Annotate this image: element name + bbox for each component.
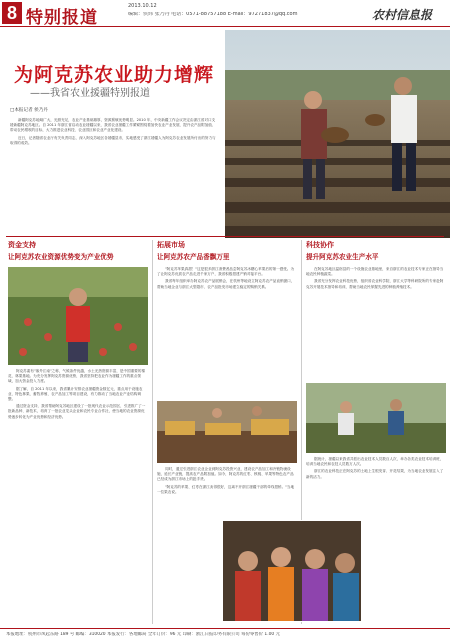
section-body-technology-continued [306, 457, 446, 480]
photo-technicians-greenhouse-illustration [306, 383, 446, 453]
paragraph: 在阿克苏地区温宿县的一个设施农业基地里，来自浙江的农业技术专家正在指导当地农民种植蔬菜。 [306, 267, 444, 277]
hero-photo-farmers-drying-field [225, 30, 450, 238]
section-body-market [157, 267, 297, 399]
section-subtitle-technology: 提升阿克苏农业生产水平 [306, 253, 379, 261]
photo-group-women [222, 520, 362, 622]
section-title-funding: 资金支持 [8, 241, 36, 249]
hero-photo-illustration [225, 30, 450, 238]
issue-date: 2013.10.12 [128, 3, 157, 9]
paragraph: 我省充分发挥农业科技优势，组织省农业科学院、浙江大学等科研院所的专家赴阿克苏开展技术指导和培训，帮助当地农民掌握先进的种植养殖技术。 [306, 279, 444, 289]
footer-info: 本报地址：杭州市凤起东路 189 号 邮编：310020 本报发行：各地邮局 全年订价：96 元 印刷：浙江日报印务有限公司 每份零售价 1.00 元 [6, 632, 280, 637]
photo-woman-in-field-illustration [8, 267, 148, 365]
intro-paragraph: 新疆阿克苏地域广大，光照充足，农业产业基础雄厚，资源禀赋优势明显。2010 年，中央新疆工作会议决定由浙江省对口支援新疆阿克苏地区。自 2011 年浙江省启动农业援疆以来，我省农业援疆工作紧紧围绕着加快农业产业发展、提升农产品附加值、带动农民增收的目标，大力推进农业科技、农业园区和农业产业化建设。 [10, 118, 216, 133]
photo-technicians-greenhouse [306, 383, 446, 453]
intro-paragraph: 近日，记者随省农业厅有关负责同志，深入阿克苏地区各援疆县市，实地感受了浙江援疆人为阿克苏农业发展所付出的努力与取得的成效。 [10, 135, 216, 145]
page-number: 8 [6, 3, 17, 23]
section-title: 特别报道 [26, 8, 98, 28]
editor-contact-line: 编辑：侯炜 张乃丹 电话：0571-88757188 E-mail：97271837@qq.com [128, 12, 298, 17]
photo-market-display-illustration [157, 401, 297, 463]
column-rule [152, 240, 153, 624]
paragraph: 据了解，自 2011 年以来，我省累计安排农业援疆资金数亿元，重点用于设施农业、特色林果、畜牧养殖、农产品加工等项目建设，有力推动了当地农业产业结构调整。 [8, 386, 143, 402]
main-headline: 为阿克苏农业助力增辉 [14, 64, 215, 86]
section-funding [8, 240, 148, 624]
section-divider [6, 236, 444, 237]
section-title-technology: 科技协作 [306, 241, 334, 249]
section-body-technology [306, 267, 446, 381]
section-subtitle-market: 让阿克苏农产品香飘万里 [157, 253, 230, 261]
section-body-funding [8, 369, 148, 420]
section-subtitle-funding: 让阿克苏农业资源优势变为产业优势 [8, 253, 114, 261]
section-body-market-continued [157, 467, 297, 495]
paragraph: 浙江的农业科技正在阿克苏的土地上生根发芽、开花结果，为当地农业发展注入了新的活力。 [306, 469, 444, 479]
paragraph: 我省每年组织举办阿克苏农产品展销会，在杭州等地设立阿克苏农产品直销窗口，帮助当地企业与浙江大型超市、农产品批发市场建立稳定的购销关系。 [157, 279, 295, 289]
byline: □本报记者 侯乃丹 [10, 108, 48, 113]
intro-text [10, 118, 218, 146]
page-header [0, 0, 450, 27]
newspaper-masthead: 农村信息报 [372, 8, 433, 22]
page-footer [0, 628, 450, 641]
paragraph: 通过资金支持，我省帮助阿克苏地区建设了一批现代农业示范园区，引进推广了一批新品种、新技术，培育了一批农业龙头企业和农民专业合作社，使当地的农业资源优势逐步转化为产业优势和经济优势。 [8, 404, 146, 419]
photo-woman-in-field [8, 267, 148, 365]
paragraph: 同时，通过引进浙江农业企业到阿克苏投资兴业，建设农产品加工和冷链物流设施，延长产业链，提高农产品附加值。如今，阿克苏的红枣、核桃、苹果等特色农产品已经成为浙江市场上的抢手货。 [157, 467, 294, 482]
section-title-market: 拓展市场 [157, 241, 185, 249]
paragraph: "阿克苏苹果真甜！"这是很多浙江消费者品尝阿克苏冰糖心苹果后的第一感受。为了让阿克苏优质农产品走进千家万户，我省积极搭建产销对接平台。 [157, 267, 295, 277]
paragraph: 据统计，援疆以来我省共派出农业技术人员数百人次，举办各类农业技术培训班，培训当地农民和农技人员数万人次。 [306, 457, 444, 467]
paragraph: 阿克苏素有"塞外江南"之称，气候条件优越，水土光热资源丰富，是中国重要的棉花、林果基地。为充分发挥阿克苏资源优势，我省坚持把农业作为援疆工作的重点领域，加大资金投入力度。 [8, 369, 146, 384]
page-number-badge [2, 2, 22, 24]
paragraph: "阿克苏的苹果、红枣在浙江卖得很好，这离不开浙江援疆干部的牵线搭桥。"当地一位果农说。 [157, 484, 295, 494]
photo-group-women-illustration [223, 521, 361, 621]
sub-headline: ——我省农业援疆特别报道 [30, 88, 150, 99]
photo-market-display [157, 401, 297, 463]
